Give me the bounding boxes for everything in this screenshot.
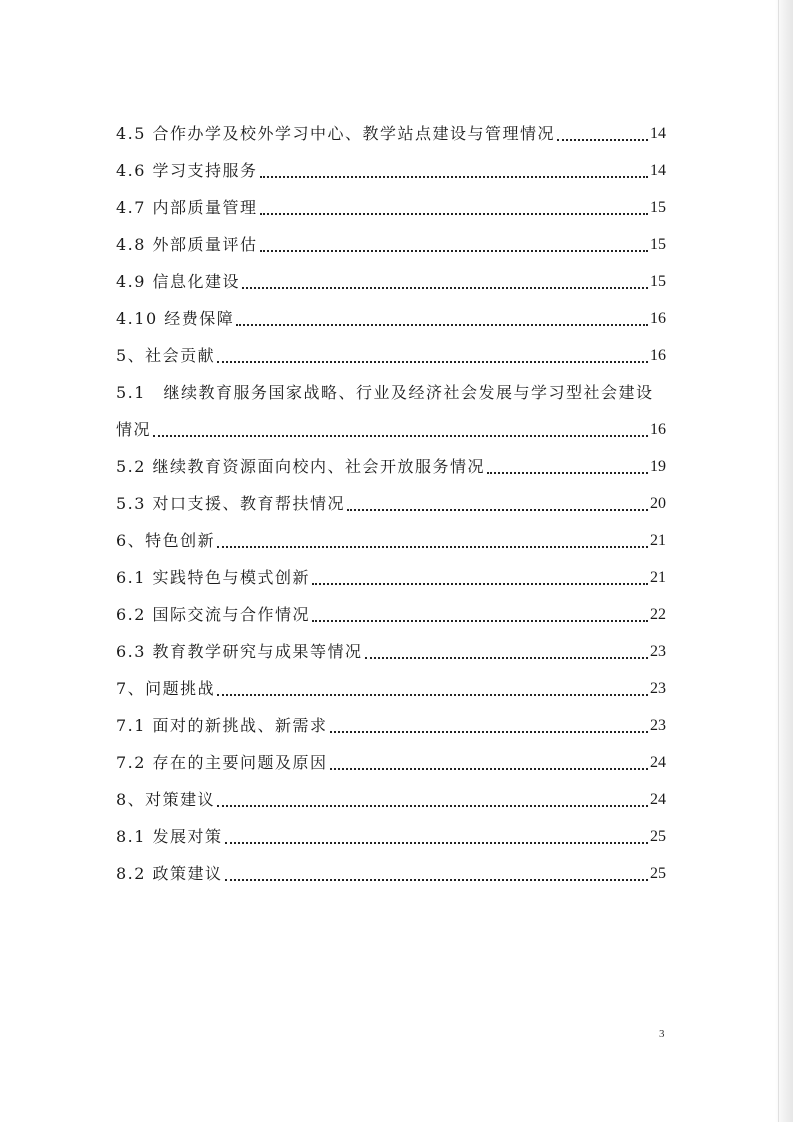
dot-leader — [312, 620, 648, 622]
toc-entry-page: 14 — [650, 162, 666, 179]
toc-entry-title: 4.10 经费保障 — [116, 309, 235, 328]
toc-entry[interactable] — [116, 256, 666, 293]
toc-entry-title: 4.8 外部质量评估 — [116, 235, 258, 254]
toc-entry-title: 8.1 发展对策 — [116, 827, 223, 846]
dot-leader — [153, 435, 648, 437]
dot-leader — [330, 768, 648, 770]
toc-entry[interactable] — [116, 737, 666, 774]
toc-entry[interactable] — [116, 626, 666, 663]
toc-entry-page: 24 — [650, 791, 666, 808]
toc-entry-page: 23 — [650, 643, 666, 660]
dot-leader — [225, 842, 648, 844]
toc-entry-page: 14 — [650, 125, 666, 142]
toc-entry-title: 6.2 国际交流与合作情况 — [116, 605, 311, 624]
dot-leader — [225, 879, 648, 881]
toc-entry[interactable] — [116, 515, 666, 552]
toc-entry-title: 4.5 合作办学及校外学习中心、教学站点建设与管理情况 — [116, 124, 556, 143]
dot-leader — [260, 213, 648, 215]
dot-leader — [347, 509, 648, 511]
table-of-contents — [116, 108, 666, 885]
toc-entry[interactable] — [116, 478, 666, 515]
toc-entry[interactable] — [116, 589, 666, 626]
toc-entry-page: 25 — [650, 865, 666, 882]
toc-entry-page: 16 — [650, 421, 666, 438]
toc-entry-title: 6、特色创新 — [116, 531, 216, 550]
toc-entry-title: 6.1 实践特色与模式创新 — [116, 568, 311, 587]
page-number: 3 — [659, 1028, 665, 1040]
toc-entry[interactable] — [116, 219, 666, 256]
scan-edge-line — [778, 0, 779, 1122]
dot-leader — [242, 287, 648, 289]
dot-leader — [312, 583, 648, 585]
toc-entry-second-line — [116, 404, 666, 441]
toc-entry-title: 5、社会贡献 — [116, 346, 216, 365]
toc-entry[interactable] — [116, 330, 666, 367]
dot-leader — [260, 176, 648, 178]
dot-leader — [260, 250, 648, 252]
toc-entry-title: 7.1 面对的新挑战、新需求 — [116, 716, 328, 735]
toc-entry-title: 5.2 继续教育资源面向校内、社会开放服务情况 — [116, 457, 486, 476]
toc-entry-page: 21 — [650, 569, 666, 586]
toc-entry-page: 24 — [650, 754, 666, 771]
toc-entry-page: 20 — [650, 495, 666, 512]
toc-entry-page: 16 — [650, 347, 666, 364]
dot-leader — [217, 546, 648, 548]
toc-entry-page: 19 — [650, 458, 666, 475]
toc-entry-title: 8.2 政策建议 — [116, 864, 223, 883]
toc-entry-page: 25 — [650, 828, 666, 845]
toc-entry-title-line1: 5.1 继续教育服务国家战略、行业及经济社会发展与学习型社会建设 — [116, 383, 654, 402]
toc-entry-page: 22 — [650, 606, 666, 623]
toc-entry-page: 15 — [650, 273, 666, 290]
toc-entry-title: 7、问题挑战 — [116, 679, 216, 698]
dot-leader — [217, 805, 648, 807]
toc-entry[interactable] — [116, 663, 666, 700]
dot-leader — [217, 694, 648, 696]
toc-entry[interactable] — [116, 108, 666, 145]
dot-leader — [330, 731, 648, 733]
toc-entry-title: 4.6 学习支持服务 — [116, 161, 258, 180]
dot-leader — [487, 472, 648, 474]
toc-entry[interactable] — [116, 811, 666, 848]
toc-entry-title: 5.3 对口支援、教育帮扶情况 — [116, 494, 346, 513]
toc-entry-title: 4.9 信息化建设 — [116, 272, 241, 291]
toc-entry-page: 15 — [650, 236, 666, 253]
toc-entry-page: 15 — [650, 199, 666, 216]
toc-entry[interactable] — [116, 848, 666, 885]
toc-entry[interactable] — [116, 182, 666, 219]
toc-entry[interactable] — [116, 293, 666, 330]
toc-entry[interactable] — [116, 367, 666, 441]
toc-entry-page: 23 — [650, 717, 666, 734]
dot-leader — [557, 139, 648, 141]
toc-entry[interactable] — [116, 145, 666, 182]
dot-leader — [236, 324, 648, 326]
toc-entry[interactable] — [116, 552, 666, 589]
toc-entry-page: 21 — [650, 532, 666, 549]
dot-leader — [217, 361, 648, 363]
toc-entry-title: 6.3 教育教学研究与成果等情况 — [116, 642, 363, 661]
toc-entry-page: 23 — [650, 680, 666, 697]
dot-leader — [365, 657, 648, 659]
toc-entry-title-line2: 情况 — [116, 420, 152, 439]
toc-entry[interactable] — [116, 700, 666, 737]
toc-entry-page: 16 — [650, 310, 666, 327]
toc-entry-title: 7.2 存在的主要问题及原因 — [116, 753, 328, 772]
toc-entry-title: 4.7 内部质量管理 — [116, 198, 258, 217]
toc-entry-title: 8、对策建议 — [116, 790, 216, 809]
toc-entry[interactable] — [116, 774, 666, 811]
toc-entry[interactable] — [116, 441, 666, 478]
